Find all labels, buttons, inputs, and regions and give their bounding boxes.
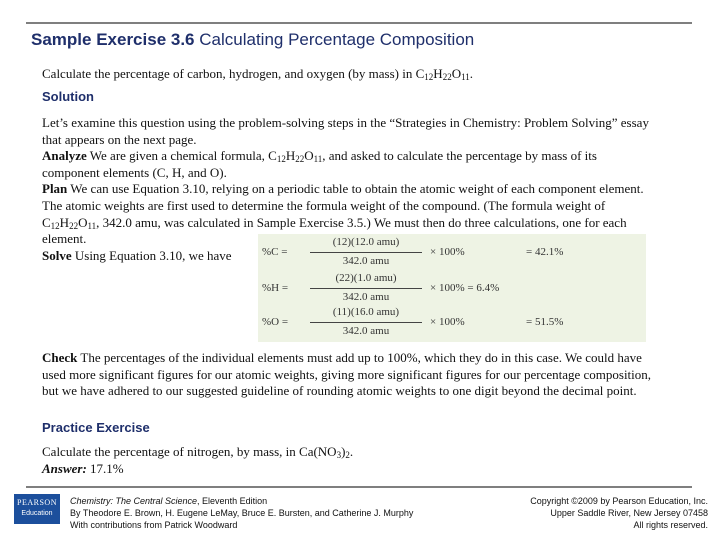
- practice-heading: Practice Exercise: [42, 420, 150, 435]
- lets-paragraph: Let’s examine this question using the problem-solving steps in the “Strategies in Chemistry: Problem Solving” essay that appears on the next page.: [42, 115, 649, 147]
- bottom-rule: [26, 486, 692, 488]
- footer-book-info: [70, 495, 413, 531]
- element-h: H: [285, 148, 296, 164]
- equation-result: = 42.1%: [526, 246, 564, 258]
- equation-lhs: %C =: [262, 246, 288, 258]
- sub-22: 22: [295, 154, 305, 165]
- equation-hydrogen: [258, 270, 646, 308]
- footer-copyright: [440, 495, 708, 531]
- element-o: O: [451, 66, 462, 81]
- sub-11: 11: [461, 72, 470, 82]
- analyze-after: , and asked to calculate the percentage by mass of its component elements (C, H, and O).: [42, 148, 597, 180]
- answer-line: [42, 461, 657, 478]
- equation-multiplier: × 100%: [430, 316, 465, 328]
- question-text: [42, 66, 657, 83]
- rights-line: All rights reserved.: [633, 520, 708, 530]
- analyze-before: We are given a chemical formula, C: [86, 148, 277, 164]
- check-label: Check: [42, 350, 78, 365]
- sub-12: 12: [276, 154, 286, 165]
- book-edition: , Eleventh Edition: [197, 496, 268, 506]
- sub-22: 22: [442, 72, 452, 82]
- equation-denominator: 342.0 amu: [342, 291, 390, 303]
- check-text: The percentages of the individual elements must add up to 100%, which they do in this case. We could have used more significant figures for our atomic weights, giving more significant figures for our percentage composition, but we have adhered to our suggested guideline of rounding atomic weights to one digit beyond the decimal point.: [42, 350, 652, 399]
- footer-title-line: [70, 495, 413, 507]
- plan-before: We can use Equation 3.10, relying on a periodic table to obtain the atomic weight of each component element. The atomic weights are first used to determine the formula weight of the compound. (The formula weight of C: [42, 181, 644, 230]
- element-h: H: [433, 66, 443, 81]
- top-rule: [26, 22, 692, 24]
- element-o: O: [78, 214, 88, 230]
- sub-2: 2: [345, 450, 350, 460]
- question-before: Calculate the percentage of carbon, hydrogen, and oxygen (by mass) in C: [42, 66, 425, 81]
- plan-after: , 342.0 amu, was calculated in Sample Exercise 3.5.) We must then do three calculations, one for each element.: [42, 214, 627, 247]
- sub-12: 12: [50, 220, 60, 231]
- fraction-bar: [310, 252, 422, 253]
- sub-11: 11: [87, 220, 97, 231]
- equation-lhs: %H =: [262, 282, 289, 294]
- analyze-label: Analyze: [42, 148, 87, 164]
- footer-authors: By Theodore E. Brown, H. Eugene LeMay, Bruce E. Bursten, and Catherine J. Murphy: [70, 508, 414, 518]
- page-title: [31, 30, 474, 50]
- practice-end: .: [349, 444, 354, 459]
- equation-lhs: %O =: [262, 316, 289, 328]
- address-line: Upper Saddle River, New Jersey 07458: [550, 508, 708, 518]
- fraction-bar: [310, 322, 422, 323]
- sub-11: 11: [313, 154, 323, 165]
- equation-multiplier: × 100% = 6.4%: [430, 282, 500, 294]
- analyze-paragraph: [42, 148, 657, 181]
- sub-3: 3: [336, 450, 342, 460]
- answer-label: Answer:: [42, 461, 87, 476]
- solve-text: Using Equation 3.10, we have: [71, 247, 232, 263]
- equation-denominator: 342.0 amu: [342, 325, 390, 337]
- book-title: Chemistry: The Central Science: [70, 496, 198, 506]
- practice-question: [42, 444, 657, 461]
- question-end: .: [469, 66, 473, 81]
- title-text: Calculating Percentage Composition: [199, 30, 475, 49]
- equation-multiplier: × 100%: [430, 246, 465, 258]
- logo-pearson-text: PEARSON: [17, 498, 57, 507]
- fraction-bar: [310, 288, 422, 289]
- check-paragraph: [42, 350, 657, 400]
- equation-numerator: (22)(1.0 amu): [335, 272, 397, 284]
- element-o: O: [304, 148, 314, 164]
- answer-value: 17.1%: [86, 461, 124, 476]
- sub-22: 22: [69, 220, 79, 231]
- equation-result: = 51.5%: [526, 316, 564, 328]
- equation-carbon: [258, 234, 646, 272]
- equation-numerator: (11)(16.0 amu): [332, 306, 400, 318]
- element-h: H: [59, 214, 70, 230]
- pearson-logo: [14, 494, 60, 524]
- equation-denominator: 342.0 amu: [342, 255, 390, 267]
- equation-oxygen: [258, 304, 646, 342]
- practice-before: Calculate the percentage of nitrogen, by mass, in Ca(NO: [42, 444, 337, 459]
- plan-label: Plan: [42, 181, 68, 197]
- logo-education-text: Education: [21, 510, 53, 517]
- equation-panel: [258, 234, 646, 342]
- equation-numerator: (12)(12.0 amu): [332, 236, 400, 248]
- practice-paren: ): [341, 444, 346, 459]
- solve-label: Solve: [42, 247, 72, 263]
- footer-contrib: With contributions from Patrick Woodward: [70, 520, 238, 530]
- copyright-line: Copyright ©2009 by Pearson Education, Inc.: [530, 496, 708, 506]
- title-prefix: Sample Exercise 3.6: [31, 30, 195, 49]
- sub-12: 12: [424, 72, 434, 82]
- solution-heading: Solution: [42, 89, 94, 104]
